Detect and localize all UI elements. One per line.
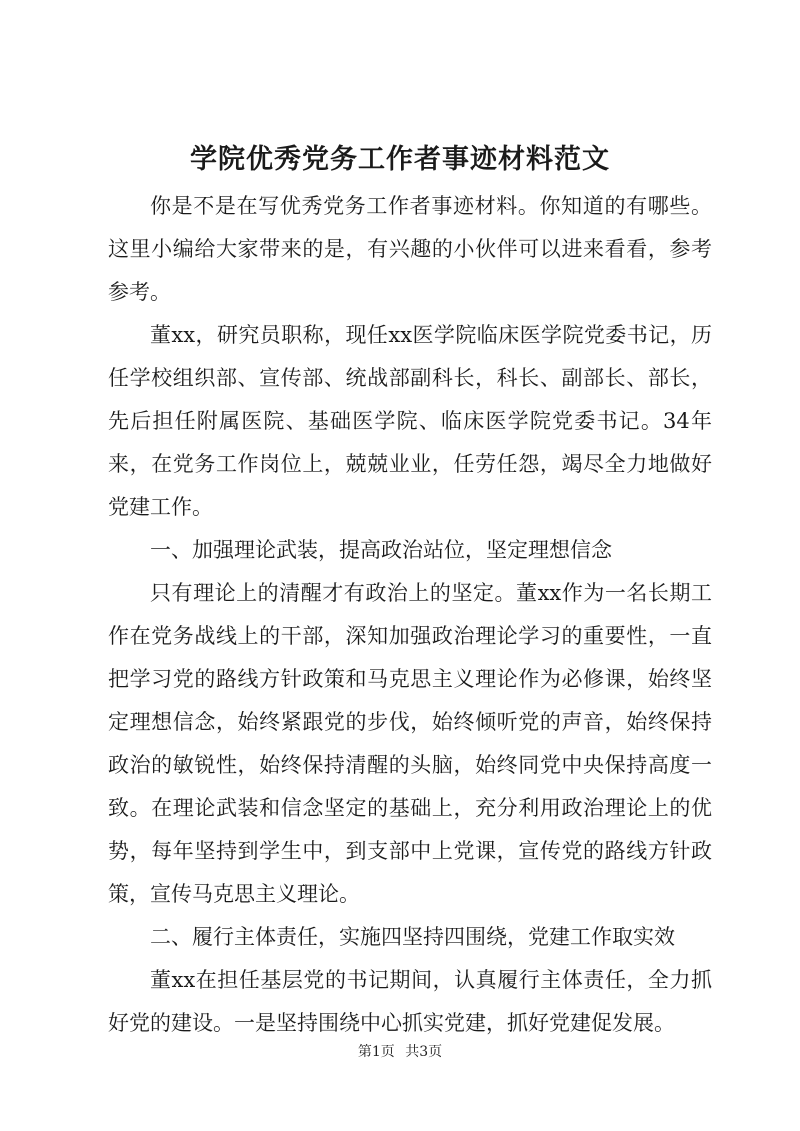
document-title: 学院优秀党务工作者事迹材料范文 — [190, 144, 610, 175]
page-footer — [0, 1042, 800, 1062]
page-total: 共3页 — [405, 1044, 443, 1060]
paragraph-intro: 你是不是在写优秀党务工作者事迹材料。你知道的有哪些。这里小编给大家带来的是，有兴趣的小伙伴可以进来看看，参考参考。 — [108, 194, 712, 304]
section-heading-1: 一、加强理论武装，提高政治站位，坚定理想信念 — [150, 538, 612, 562]
paragraph-responsibility: 董xx在担任基层党的书记期间，认真履行主体责任，全力抓好党的建设。一是坚持围绕中心抓实党建，抓好党建促发展。 — [108, 968, 712, 1035]
page-number: 第1页 — [357, 1044, 395, 1060]
paragraph-profile: 董xx，研究员职称，现任xx医学院临床医学院党委书记，历任学校组织部、宣传部、统战部副科长，科长、副部长、部长，先后担任附属医院、基础医学院、临床医学院党委书记。34年来，在党务工作岗位上，兢兢业业，任劳任怨，竭尽全力地做好党建工作。 — [108, 323, 712, 519]
document-body — [108, 185, 712, 1045]
paragraph-theory: 只有理论上的清醒才有政治上的坚定。董xx作为一名长期工作在党务战线上的干部，深知加强政治理论学习的重要性，一直把学习党的路线方针政策和马克思主义理论作为必修课，始终坚定理想信念，始终紧跟党的步伐，始终倾听党的声音，始终保持政治的敏锐性，始终保持清醒的头脑，始终同党中央保持高度一致。在理论武装和信念坚定的基础上，充分利用政治理论上的优势，每年坚持到学生中，到支部中上党课，宣传党的路线方针政策，宣传马克思主义理论。 — [108, 581, 712, 906]
section-heading-2: 二、履行主体责任，实施四坚持四围绕，党建工作取实效 — [150, 925, 675, 949]
